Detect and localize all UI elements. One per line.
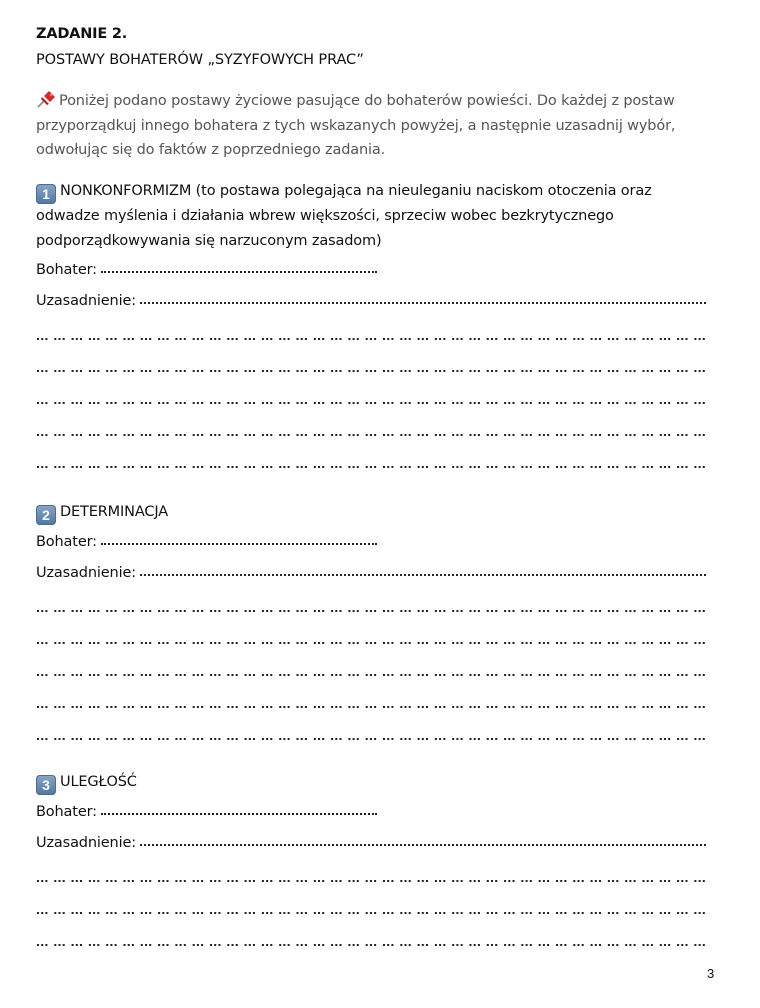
answer-line[interactable] bbox=[36, 859, 712, 891]
justification-row bbox=[36, 286, 712, 317]
dotted-line bbox=[36, 337, 712, 341]
justification-answer-field[interactable] bbox=[140, 834, 706, 846]
hero-label: Bohater: bbox=[36, 262, 97, 278]
answer-lines bbox=[36, 589, 712, 749]
answer-line[interactable] bbox=[36, 923, 712, 955]
section-1 bbox=[36, 179, 712, 477]
hero-answer-field[interactable] bbox=[101, 803, 377, 815]
section-heading-text: ULEGŁOŚĆ bbox=[60, 774, 137, 790]
hero-label: Bohater: bbox=[36, 804, 97, 820]
section-heading bbox=[36, 179, 712, 253]
answer-line[interactable] bbox=[36, 621, 712, 653]
hero-answer-field[interactable] bbox=[101, 533, 377, 545]
dotted-line bbox=[36, 401, 712, 405]
answer-line[interactable] bbox=[36, 445, 712, 477]
dotted-line bbox=[36, 943, 712, 947]
answer-lines bbox=[36, 859, 712, 955]
answer-line[interactable] bbox=[36, 891, 712, 923]
dotted-line bbox=[36, 879, 712, 883]
justification-label: Uzasadnienie: bbox=[36, 565, 136, 581]
hero-label: Bohater: bbox=[36, 534, 97, 550]
instructions-text: Poniżej podano postawy życiowe pasujące do bohaterów powieści. Do każdej z postaw przyporządkuj innego bohatera z tych wskazanych powyżej, a następnie uzasadnij wybór, odwołując się do faktów z poprzedniego zadania. bbox=[36, 93, 676, 158]
hero-answer-field[interactable] bbox=[101, 261, 377, 273]
justification-label: Uzasadnienie: bbox=[36, 293, 136, 309]
section-2 bbox=[36, 500, 712, 749]
dotted-line bbox=[36, 465, 712, 469]
task-instructions bbox=[36, 89, 712, 163]
answer-line[interactable] bbox=[36, 589, 712, 621]
number-3-badge-icon: 3 bbox=[36, 775, 56, 795]
justification-answer-field[interactable] bbox=[140, 292, 706, 304]
section-3 bbox=[36, 770, 712, 955]
answer-line[interactable] bbox=[36, 717, 712, 749]
answer-line[interactable] bbox=[36, 381, 712, 413]
section-heading bbox=[36, 500, 712, 525]
justification-row bbox=[36, 828, 712, 859]
answer-lines bbox=[36, 317, 712, 477]
dotted-line bbox=[36, 673, 712, 677]
justification-answer-field[interactable] bbox=[140, 564, 706, 576]
task-subtitle: POSTAWY BOHATERÓW „SYZYFOWYCH PRAC” bbox=[36, 52, 364, 68]
number-1-badge-icon: 1 bbox=[36, 184, 56, 204]
section-heading-text: DETERMINACJA bbox=[60, 504, 168, 520]
dotted-line bbox=[36, 609, 712, 613]
dotted-line bbox=[36, 705, 712, 709]
hero-row bbox=[36, 527, 712, 558]
answer-line[interactable] bbox=[36, 413, 712, 445]
dotted-line bbox=[36, 433, 712, 437]
answer-line[interactable] bbox=[36, 685, 712, 717]
section-heading bbox=[36, 770, 712, 795]
answer-line[interactable] bbox=[36, 317, 712, 349]
pushpin-icon bbox=[36, 90, 56, 108]
answer-line[interactable] bbox=[36, 653, 712, 685]
dotted-line bbox=[36, 641, 712, 645]
justification-row bbox=[36, 558, 712, 589]
number-2-badge-icon: 2 bbox=[36, 505, 56, 525]
page-number: 3 bbox=[707, 966, 715, 981]
task-title: ZADANIE 2. bbox=[36, 26, 128, 42]
hero-row bbox=[36, 797, 712, 828]
section-heading-text: NONKONFORMIZM (to postawa polegająca na nieuleganiu naciskom otoczenia oraz odwadze myślenia i działania wbrew większości, sprzeciw wobec bezkrytycznego podporządkowywania się narzuconym zasadom) bbox=[36, 183, 652, 249]
justification-label: Uzasadnienie: bbox=[36, 835, 136, 851]
dotted-line bbox=[36, 369, 712, 373]
dotted-line bbox=[36, 911, 712, 915]
dotted-line bbox=[36, 737, 712, 741]
hero-row bbox=[36, 255, 712, 286]
answer-line[interactable] bbox=[36, 349, 712, 381]
